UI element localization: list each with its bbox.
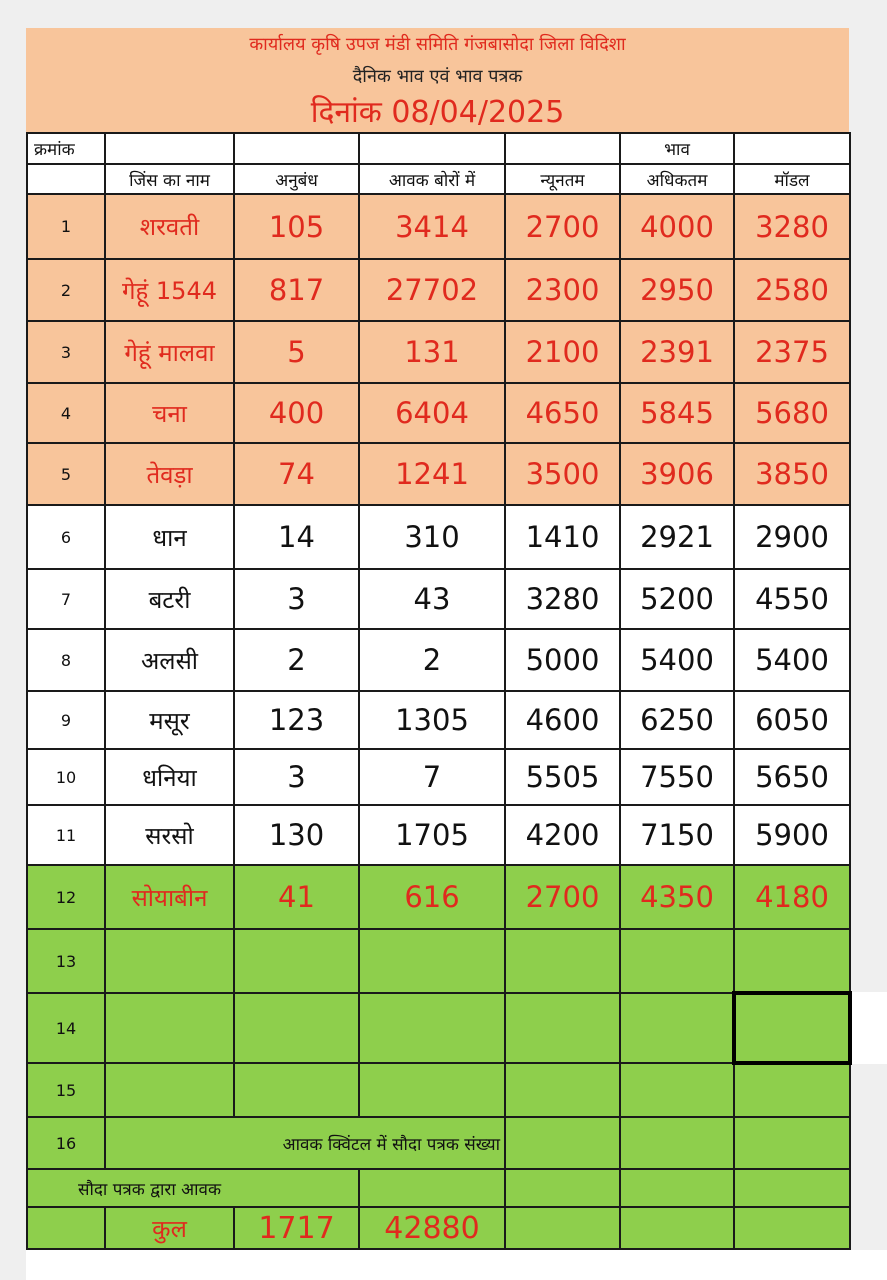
modal-cell: 5650 — [734, 749, 850, 805]
empty-cell — [27, 1207, 105, 1249]
contract-cell: 400 — [234, 383, 359, 443]
empty-cell — [359, 993, 505, 1063]
max-cell: 5200 — [620, 569, 734, 629]
table-row — [27, 629, 850, 691]
empty-cell — [734, 1063, 850, 1117]
empty-cell — [505, 929, 620, 993]
arrival-cell: 7 — [359, 749, 505, 805]
commodity-cell: शरवती — [105, 194, 234, 259]
commodity-cell: गेहूं 1544 — [105, 259, 234, 321]
modal-cell: 3850 — [734, 443, 850, 505]
empty-cell — [505, 1063, 620, 1117]
arrival-cell: 616 — [359, 865, 505, 929]
table-row — [27, 321, 850, 383]
header-blank — [505, 133, 620, 164]
empty-cell — [620, 1117, 734, 1169]
serial-cell: 12 — [27, 865, 105, 929]
arrival-quintal-label: आवक क्विंटल में सौदा पत्रक संख्या — [105, 1117, 505, 1169]
empty-cell — [620, 993, 734, 1063]
min-cell: 5505 — [505, 749, 620, 805]
serial-cell: 4 — [27, 383, 105, 443]
header-blank — [234, 133, 359, 164]
commodity-cell: चना — [105, 383, 234, 443]
min-cell: 4200 — [505, 805, 620, 865]
empty-cell — [734, 1117, 850, 1169]
min-cell: 4600 — [505, 691, 620, 749]
empty-cell — [505, 1117, 620, 1169]
serial-cell: 16 — [27, 1117, 105, 1169]
arrival-cell: 1705 — [359, 805, 505, 865]
min-cell: 2700 — [505, 194, 620, 259]
empty-cell — [359, 1169, 505, 1207]
contract-cell: 130 — [234, 805, 359, 865]
min-cell: 3280 — [505, 569, 620, 629]
modal-cell: 4180 — [734, 865, 850, 929]
header-row-2 — [27, 164, 850, 194]
contract-cell: 5 — [234, 321, 359, 383]
empty-cell — [620, 929, 734, 993]
max-cell: 5845 — [620, 383, 734, 443]
contract-cell: 74 — [234, 443, 359, 505]
modal-cell: 2375 — [734, 321, 850, 383]
contract-cell: 817 — [234, 259, 359, 321]
table-row — [27, 259, 850, 321]
sauda-label: सौदा पत्रक द्वारा आवक — [27, 1169, 359, 1207]
table-row — [27, 569, 850, 629]
arrival-cell: 131 — [359, 321, 505, 383]
commodity-cell: धनिया — [105, 749, 234, 805]
arrival-cell: 3414 — [359, 194, 505, 259]
empty-cell — [359, 1063, 505, 1117]
max-cell: 2391 — [620, 321, 734, 383]
serial-cell: 13 — [27, 929, 105, 993]
sheet-date: दिनांक 08/04/2025 — [310, 95, 565, 130]
modal-cell: 2900 — [734, 505, 850, 569]
table-row — [27, 805, 850, 865]
min-cell: 2100 — [505, 321, 620, 383]
header-price-group: भाव — [620, 133, 734, 164]
header-row-1 — [27, 133, 850, 164]
min-cell: 3500 — [505, 443, 620, 505]
arrival-cell: 6404 — [359, 383, 505, 443]
serial-cell: 8 — [27, 629, 105, 691]
summary-row — [27, 1117, 850, 1169]
table-row-empty — [27, 993, 850, 1063]
background-strip — [849, 992, 887, 1064]
max-cell: 7550 — [620, 749, 734, 805]
arrival-cell: 2 — [359, 629, 505, 691]
total-row — [27, 1207, 850, 1249]
arrival-cell: 27702 — [359, 259, 505, 321]
min-cell: 5000 — [505, 629, 620, 691]
commodity-cell: सोयाबीन — [105, 865, 234, 929]
total-contract: 1717 — [234, 1207, 359, 1249]
serial-cell: 2 — [27, 259, 105, 321]
empty-cell — [734, 1169, 850, 1207]
arrival-cell: 43 — [359, 569, 505, 629]
empty-cell — [105, 993, 234, 1063]
header-blank — [359, 133, 505, 164]
serial-cell: 3 — [27, 321, 105, 383]
commodity-cell: मसूर — [105, 691, 234, 749]
header-max: अधिकतम — [620, 164, 734, 194]
empty-cell — [620, 1063, 734, 1117]
empty-cell — [505, 1207, 620, 1249]
commodity-cell: अलसी — [105, 629, 234, 691]
modal-cell: 3280 — [734, 194, 850, 259]
contract-cell: 3 — [234, 569, 359, 629]
modal-cell: 5680 — [734, 383, 850, 443]
serial-cell: 14 — [27, 993, 105, 1063]
contract-cell: 41 — [234, 865, 359, 929]
sheet-subtitle: दैनिक भाव एवं भाव पत्रक — [352, 66, 523, 87]
min-cell: 1410 — [505, 505, 620, 569]
header-blank — [734, 133, 850, 164]
min-cell: 2700 — [505, 865, 620, 929]
min-cell: 4650 — [505, 383, 620, 443]
modal-cell: 6050 — [734, 691, 850, 749]
max-cell: 2950 — [620, 259, 734, 321]
table-row-empty — [27, 1063, 850, 1117]
contract-cell: 3 — [234, 749, 359, 805]
table-row — [27, 749, 850, 805]
selected-cell[interactable] — [734, 993, 850, 1063]
commodity-cell: गेहूं मालवा — [105, 321, 234, 383]
office-title: कार्यालय कृषि उपज मंडी समिति गंजबासोदा जिला विदिशा — [249, 34, 626, 55]
serial-cell: 7 — [27, 569, 105, 629]
empty-cell — [505, 993, 620, 1063]
empty-cell — [734, 1207, 850, 1249]
header-serial: क्रमांक — [27, 133, 105, 164]
serial-cell: 1 — [27, 194, 105, 259]
commodity-cell: धान — [105, 505, 234, 569]
serial-cell: 10 — [27, 749, 105, 805]
empty-cell — [234, 993, 359, 1063]
background-strip-bottom — [26, 1250, 887, 1280]
contract-cell: 2 — [234, 629, 359, 691]
serial-cell: 15 — [27, 1063, 105, 1117]
empty-cell — [620, 1207, 734, 1249]
price-table — [26, 132, 852, 1250]
sheet-header — [26, 28, 849, 132]
max-cell: 5400 — [620, 629, 734, 691]
table-row — [27, 443, 850, 505]
header-contract: अनुबंध — [234, 164, 359, 194]
total-arrival: 42880 — [359, 1207, 505, 1249]
max-cell: 3906 — [620, 443, 734, 505]
table-row — [27, 691, 850, 749]
modal-cell: 4550 — [734, 569, 850, 629]
table-row — [27, 505, 850, 569]
empty-cell — [505, 1169, 620, 1207]
serial-cell: 11 — [27, 805, 105, 865]
modal-cell: 2580 — [734, 259, 850, 321]
max-cell: 6250 — [620, 691, 734, 749]
empty-cell — [234, 929, 359, 993]
max-cell: 4350 — [620, 865, 734, 929]
arrival-cell: 310 — [359, 505, 505, 569]
table-row — [27, 383, 850, 443]
empty-cell — [105, 1063, 234, 1117]
max-cell: 2921 — [620, 505, 734, 569]
serial-cell: 5 — [27, 443, 105, 505]
contract-cell: 14 — [234, 505, 359, 569]
sauda-row — [27, 1169, 850, 1207]
price-sheet — [26, 28, 849, 1250]
contract-cell: 123 — [234, 691, 359, 749]
table-row-empty — [27, 929, 850, 993]
header-blank — [27, 164, 105, 194]
min-cell: 2300 — [505, 259, 620, 321]
commodity-cell: तेवड़ा — [105, 443, 234, 505]
arrival-cell: 1305 — [359, 691, 505, 749]
empty-cell — [359, 929, 505, 993]
empty-cell — [620, 1169, 734, 1207]
empty-cell — [734, 929, 850, 993]
header-arrival-bags: आवक बोरों में — [359, 164, 505, 194]
header-min: न्यूनतम — [505, 164, 620, 194]
contract-cell: 105 — [234, 194, 359, 259]
table-row — [27, 194, 850, 259]
max-cell: 7150 — [620, 805, 734, 865]
serial-cell: 9 — [27, 691, 105, 749]
arrival-cell: 1241 — [359, 443, 505, 505]
commodity-cell: सरसो — [105, 805, 234, 865]
empty-cell — [234, 1063, 359, 1117]
commodity-cell: बटरी — [105, 569, 234, 629]
header-commodity: जिंस का नाम — [105, 164, 234, 194]
serial-cell: 6 — [27, 505, 105, 569]
empty-cell — [105, 929, 234, 993]
max-cell: 4000 — [620, 194, 734, 259]
table-row — [27, 865, 850, 929]
modal-cell: 5400 — [734, 629, 850, 691]
header-modal: मॉडल — [734, 164, 850, 194]
total-label: कुल — [105, 1207, 234, 1249]
header-blank — [105, 133, 234, 164]
modal-cell: 5900 — [734, 805, 850, 865]
